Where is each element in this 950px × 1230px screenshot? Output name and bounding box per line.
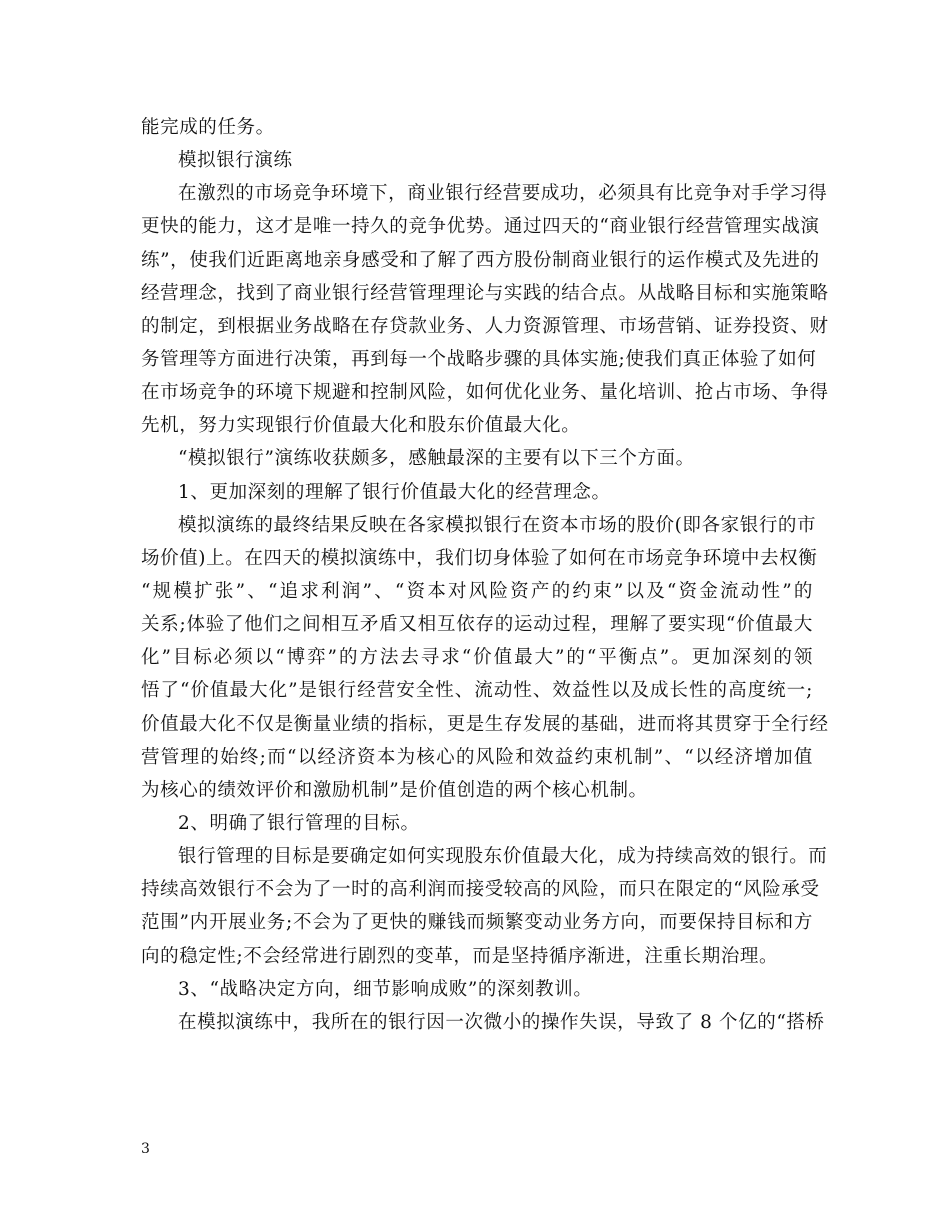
text-line: 为核心的绩效评价和激励机制”是价值创造的两个核心机制。 [141, 779, 648, 801]
text-line: 营管理的始终;而“以经济资本为核心的风险和效益约束机制”、“以经济增加值 [141, 746, 813, 768]
text-line: 模拟演练的最终结果反映在各家模拟银行在资本市场的股价(即各家银行的市 [178, 514, 817, 536]
text-line: “规模扩张”、“追求利润”、“资本对风险资产的约束”以及“资金流动性”的 [141, 580, 813, 602]
text-line: 价值最大化不仅是衡量业绩的指标，更是生存发展的基础，进而将其贯穿于全行经 [141, 713, 829, 735]
text-line: 能完成的任务。 [141, 117, 275, 138]
text-line: 场价值)上。在四天的模拟演练中，我们切身体验了如何在市场竞争环境中去权衡 [141, 547, 818, 569]
text-line: 在市场竞争的环境下规避和控制风险，如何优化业务、量化培训、抢占市场、争得 [141, 382, 829, 404]
text-line: 3、“战略决定方向，细节影响成败”的深刻教训。 [178, 978, 593, 1000]
text-line: 化”目标必须以“博弈”的方法去寻求“价值最大”的“平衡点”。更加深刻的领 [141, 647, 813, 669]
text-line: 经营理念，找到了商业银行经营管理理论与实践的结合点。从战略目标和实施策略 [141, 282, 829, 304]
text-line: 练”，使我们近距离地亲身感受和了解了西方股份制商业银行的运作模式及先进的 [141, 249, 820, 271]
text-line: 在模拟演练中，我所在的银行因一次微小的操作失误，导致了 8 个亿的“搭桥 [178, 1011, 825, 1033]
text-line: 更快的能力，这才是唯一持久的竞争优势。通过四天的“商业银行经营管理实战演 [141, 216, 820, 238]
body-text [141, 111, 829, 1039]
page-number: 3 [141, 1141, 150, 1157]
text-line: 持续高效银行不会为了一时的高利润而接受较高的风险，而只在限定的“风险承受 [141, 879, 820, 901]
text-line: 银行管理的目标是要确定如何实现股东价值最大化，成为持续高效的银行。而 [178, 846, 828, 868]
text-line: 向的稳定性;不会经常进行剧烈的变革，而是坚持循序渐进，注重长期治理。 [141, 945, 779, 967]
text-line: “模拟银行”演练收获颇多，感触最深的主要有以下三个方面。 [178, 448, 695, 470]
text-line: 在激烈的市场竞争环境下，商业银行经营要成功，必须具有比竞争对手学习得 [178, 183, 828, 205]
text-line: 模拟银行演练 [178, 150, 293, 172]
text-line: 的制定，到根据业务战略在存贷款业务、人力资源管理、市场营销、证券投资、财 [141, 315, 829, 337]
text-line: 悟了“价值最大化”是银行经营安全性、流动性、效益性以及成长性的高度统一; [141, 680, 813, 702]
text-line: 先机，努力实现银行价值最大化和股东价值最大化。 [141, 415, 581, 437]
text-line: 范围”内开展业务;不会为了更快的赚钱而频繁变动业务方向，而要保持目标和方 [141, 912, 813, 934]
text-line: 务管理等方面进行决策，再到每一个战略步骤的具体实施;使我们真正体验了如何 [141, 348, 817, 370]
text-line: 关系;体验了他们之间相互矛盾又相互依存的运动过程，理解了要实现“价值最大 [141, 614, 813, 636]
text-line: 2、明确了银行管理的目标。 [178, 812, 420, 834]
text-line: 1、更加深刻的理解了银行价值最大化的经营理念。 [178, 481, 611, 503]
